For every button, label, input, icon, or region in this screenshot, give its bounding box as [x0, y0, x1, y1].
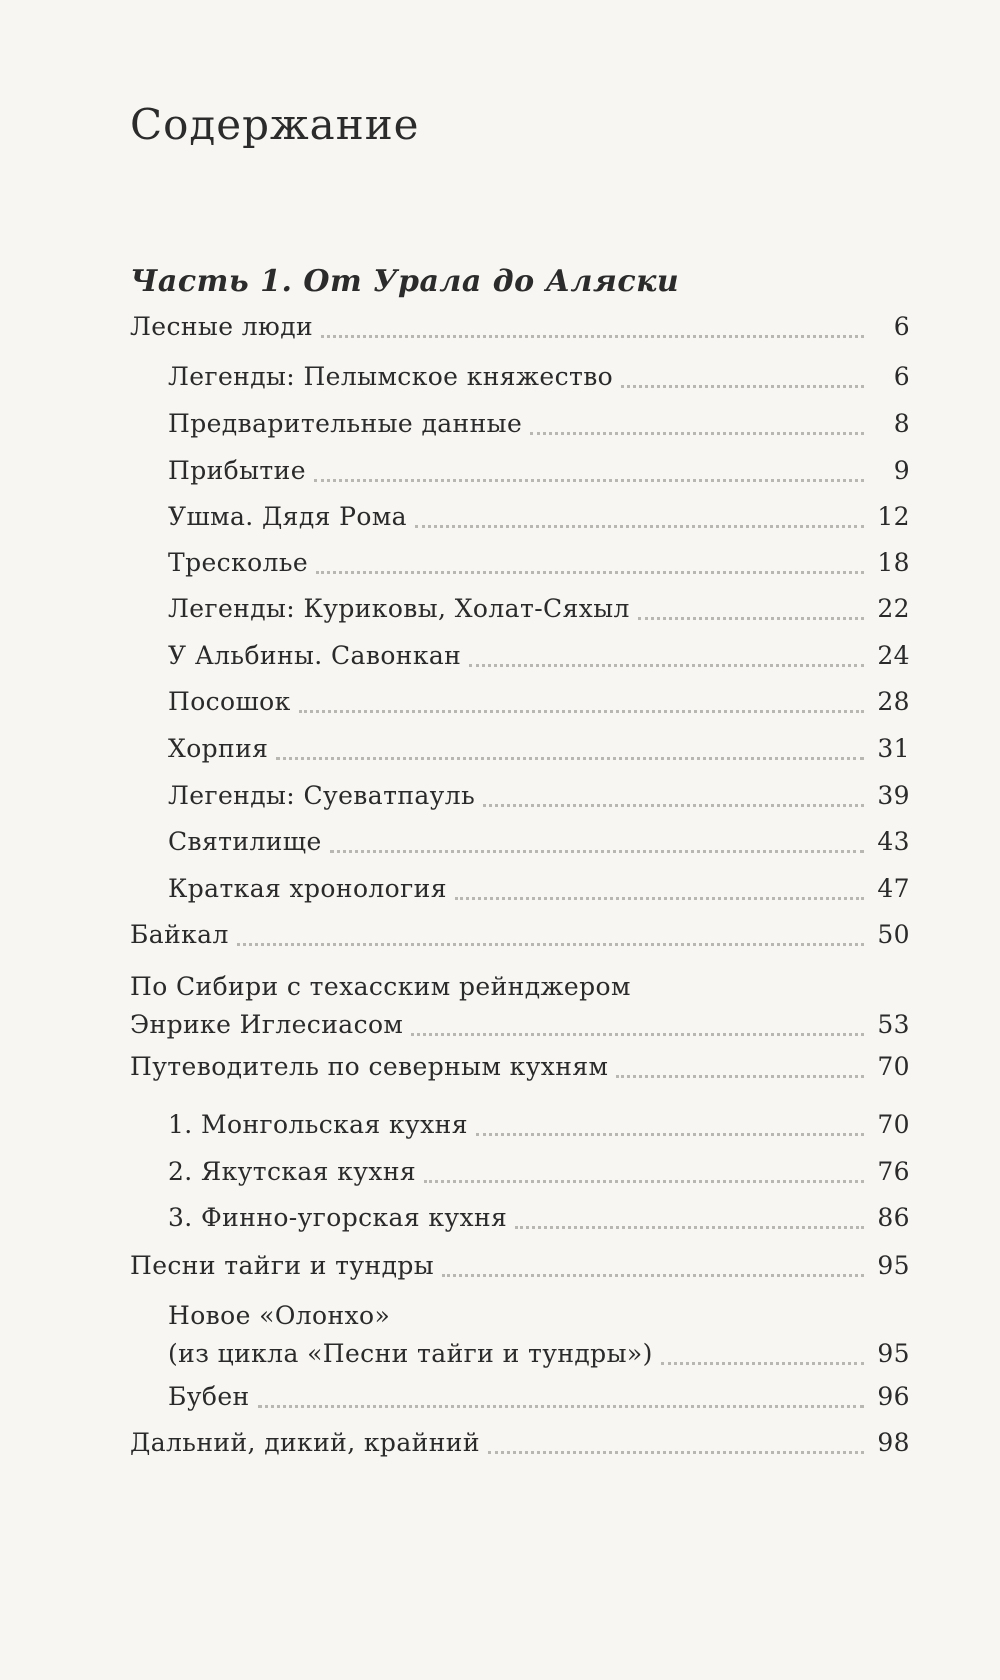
toc-entry-page: 8 — [893, 409, 910, 438]
toc-entry-page: 47 — [877, 874, 910, 903]
toc-entry-page: 22 — [877, 594, 910, 623]
dot-leader — [616, 1075, 864, 1078]
toc-entry-title: Путеводитель по северным кухням — [130, 1052, 609, 1081]
toc-entry-title: У Альбины. Савонкан — [168, 641, 462, 670]
toc-entry[interactable] — [130, 777, 910, 815]
toc-entry[interactable] — [130, 870, 910, 908]
toc-page — [130, 0, 910, 1680]
dot-leader — [488, 1451, 864, 1454]
toc-entry[interactable] — [130, 1424, 910, 1462]
toc-entry-title: Байкал — [130, 920, 229, 949]
toc-entry-page: 12 — [877, 502, 910, 531]
toc-entry[interactable] — [130, 358, 910, 396]
toc-entry[interactable] — [130, 590, 910, 628]
dot-leader — [415, 525, 864, 528]
toc-entry-page: 6 — [893, 362, 910, 391]
toc-entry-page: 98 — [877, 1428, 910, 1457]
toc-entry[interactable] — [130, 405, 910, 443]
toc-entry-page: 39 — [877, 781, 910, 810]
toc-entry-title: Предварительные данные — [168, 409, 523, 438]
toc-entry[interactable] — [130, 730, 910, 768]
toc-entry-title: Святилище — [168, 827, 322, 856]
toc-entry-title: Бубен — [168, 1382, 250, 1411]
dot-leader — [621, 385, 864, 388]
toc-entry-page: 24 — [877, 641, 910, 670]
dot-leader — [299, 710, 864, 713]
dot-leader — [469, 664, 864, 667]
toc-entry-title: Хорпия — [168, 734, 269, 763]
dot-leader — [515, 1226, 864, 1229]
toc-entry-page: 70 — [877, 1110, 910, 1139]
toc-entry[interactable] — [130, 1378, 910, 1416]
toc-entry-title: Ушма. Дядя Рома — [168, 502, 407, 531]
page-title: Содержание — [130, 100, 420, 149]
toc-entry[interactable] — [130, 1199, 910, 1237]
toc-entry[interactable] — [130, 968, 910, 1044]
toc-entry[interactable] — [130, 1106, 910, 1144]
dot-leader — [530, 432, 864, 435]
toc-entry[interactable] — [130, 683, 910, 721]
dot-leader — [330, 850, 864, 853]
dot-leader — [237, 943, 864, 946]
dot-leader — [476, 1133, 864, 1136]
toc-entry-title-line: Новое «Олонхо» — [168, 1301, 391, 1330]
toc-entry[interactable] — [130, 1153, 910, 1191]
toc-entry-title: Легенды: Суеватпауль — [168, 781, 476, 810]
toc-entry-page: 53 — [877, 1010, 910, 1039]
toc-entry-title: Прибытие — [168, 456, 306, 485]
toc-entry-page: 50 — [877, 920, 910, 949]
toc-entry-title: 1. Монгольская кухня — [168, 1110, 468, 1139]
dot-leader — [258, 1405, 864, 1408]
toc-entry[interactable] — [130, 498, 910, 536]
toc-entry-title: Посошок — [168, 687, 291, 716]
toc-entry-page: 95 — [877, 1339, 910, 1368]
dot-leader — [442, 1274, 864, 1277]
dot-leader — [411, 1033, 864, 1036]
toc-entry[interactable] — [130, 637, 910, 675]
toc-entry-title: Дальний, дикий, крайний — [130, 1428, 480, 1457]
dot-leader — [483, 804, 864, 807]
toc-entry[interactable] — [130, 1297, 910, 1373]
toc-entry-page: 95 — [877, 1251, 910, 1280]
dot-leader — [661, 1362, 864, 1365]
dot-leader — [321, 335, 864, 338]
toc-entry[interactable] — [130, 1247, 910, 1285]
toc-entry-page: 70 — [877, 1052, 910, 1081]
toc-entry-page: 28 — [877, 687, 910, 716]
toc-entry-page: 43 — [877, 827, 910, 856]
part-heading: Часть 1. От Урала до Аляски — [130, 264, 680, 299]
dot-leader — [424, 1180, 864, 1183]
dot-leader — [276, 757, 864, 760]
toc-entry-page: 9 — [893, 456, 910, 485]
toc-entry[interactable] — [130, 823, 910, 861]
toc-entry-title-line: По Сибири с техасским рейнджером — [130, 972, 631, 1001]
toc-entry-title: 3. Финно-угорская кухня — [168, 1203, 508, 1232]
toc-entry-title: Тресколье — [168, 548, 309, 577]
toc-entry-title: Лесные люди — [130, 312, 314, 341]
toc-entry[interactable] — [130, 1048, 910, 1086]
toc-entry-page: 6 — [893, 312, 910, 341]
toc-entry-page: 76 — [877, 1157, 910, 1186]
toc-entry-title: Легенды: Куриковы, Холат-Сяхыл — [168, 594, 630, 623]
toc-entry-page: 18 — [877, 548, 910, 577]
toc-entry-page: 96 — [877, 1382, 910, 1411]
dot-leader — [314, 479, 864, 482]
toc-entry[interactable] — [130, 916, 910, 954]
toc-entry[interactable] — [130, 308, 910, 346]
dot-leader — [455, 897, 864, 900]
toc-entry-title: 2. Якутская кухня — [168, 1157, 417, 1186]
toc-entry[interactable] — [130, 544, 910, 582]
dot-leader — [638, 617, 864, 620]
toc-entry-title: Легенды: Пелымское княжество — [168, 362, 614, 391]
toc-entry-page: 31 — [877, 734, 910, 763]
toc-entry-title: (из цикла «Песни тайги и тундры») — [168, 1339, 653, 1368]
toc-entry-title: Краткая хронология — [168, 874, 447, 903]
toc-entry-page: 86 — [877, 1203, 910, 1232]
toc-entry-title: Песни тайги и тундры — [130, 1251, 435, 1280]
toc-entry[interactable] — [130, 452, 910, 490]
toc-entry-title: Энрике Иглесиасом — [130, 1010, 404, 1039]
dot-leader — [316, 571, 864, 574]
